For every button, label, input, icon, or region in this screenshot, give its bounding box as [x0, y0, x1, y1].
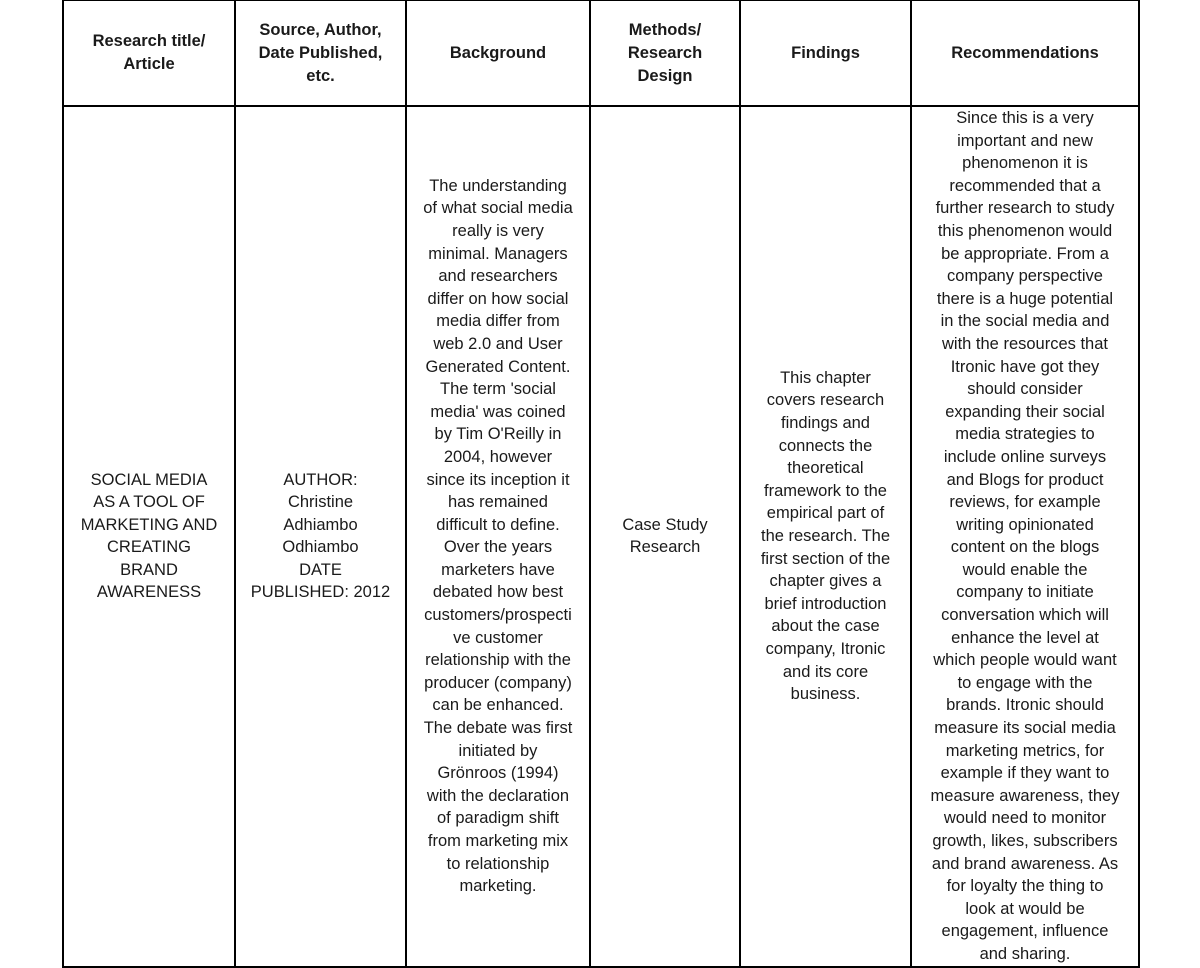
header-background: Background — [406, 0, 590, 106]
header-source: Source, Author, Date Published, etc. — [235, 0, 406, 106]
header-research-title: Research title/ Article — [63, 0, 235, 106]
header-methods: Methods/ Research Design — [590, 0, 740, 106]
table-body — [63, 106, 1139, 967]
cell-source: AUTHOR: Christine Adhiambo Odhiambo DATE PUBLISHED: 2012 — [235, 106, 406, 967]
table-row — [63, 106, 1139, 967]
cell-background: The understanding of what social media really is very minimal. Managers and researchers differ on how social media differ from web 2.0 and User Generated Content. The term 'social media' was coined by Tim O'Reilly in 2004, however since its inception it has remained difficult to define. Over the years marketers have debated how best customers/prospecti ve customer relationship with the producer (company) can be enhanced. The debate was first initiated by Grönroos (1994) with the declaration of paradigm shift from marketing mix to relationship marketing. — [406, 106, 590, 967]
header-recommendations: Recommendations — [911, 0, 1139, 106]
table-header — [63, 0, 1139, 106]
cell-recommendations: Since this is a very important and new phenomenon it is recommended that a further research to study this phenomenon would be appropriate. From a company perspective there is a huge potential in the social media and with the resources that Itronic have got they should consider expanding their social media strategies to include online surveys and Blogs for product reviews, for example writing opinionated content on the blogs would enable the company to initiate conversation which will enhance the level at which people would want to engage with the brands. Itronic should measure its social media marketing metrics, for example if they want to measure awareness, they would need to monitor growth, likes, subscribers and brand awareness. As for loyalty the thing to look at would be engagement, influence and sharing. — [911, 106, 1139, 967]
cell-findings: This chapter covers research findings and connects the theoretical framework to the empirical part of the research. The first section of the chapter gives a brief introduction about the case company, Itronic and its core business. — [740, 106, 911, 967]
cell-methods: Case Study Research — [590, 106, 740, 967]
cell-research-title: SOCIAL MEDIA AS A TOOL OF MARKETING AND CREATING BRAND AWARENESS — [63, 106, 235, 967]
research-matrix-table — [62, 0, 1140, 968]
header-findings: Findings — [740, 0, 911, 106]
document-page — [62, 0, 1138, 963]
header-row — [63, 0, 1139, 106]
